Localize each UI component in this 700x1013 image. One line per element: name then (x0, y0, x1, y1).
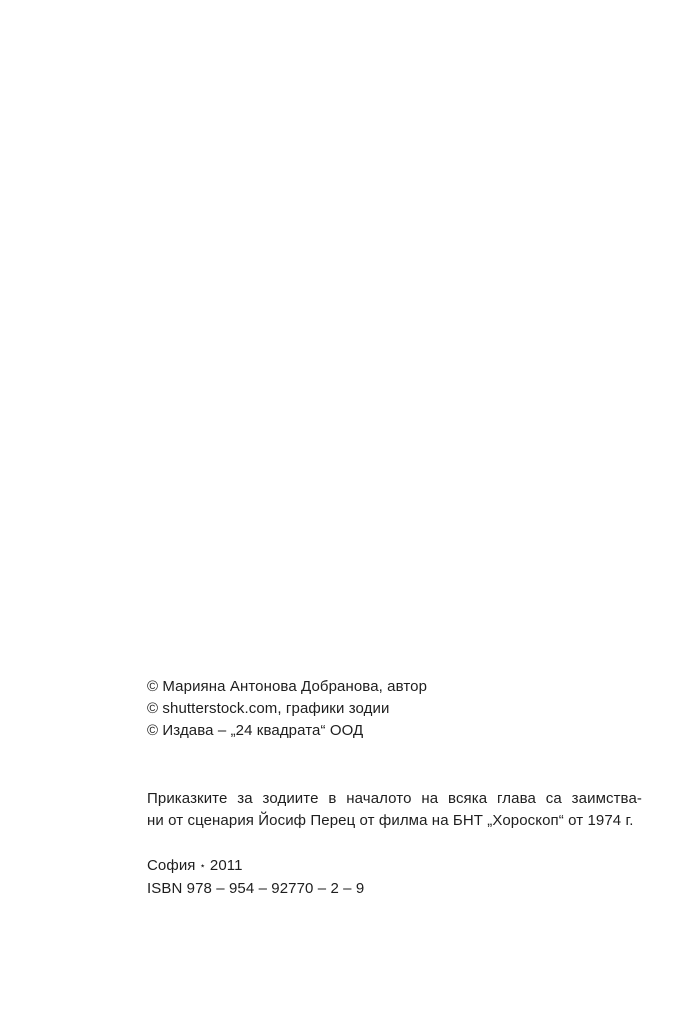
imprint-city: София (147, 857, 196, 874)
copyright-block (147, 676, 642, 742)
source-note-line-2: ни от сценария Йосиф Перец от филма на БНТ „Хороскоп“ от 1974 г. (147, 812, 634, 829)
copyright-graphics: © shutterstock.com, графики зодии (147, 700, 390, 717)
imprint-year: 2011 (209, 857, 243, 874)
copyright-author: © Марияна Антонова Добранова, автор (147, 678, 428, 695)
source-note (147, 788, 642, 832)
imprint-block (147, 855, 642, 900)
isbn-line: ISBN 978 – 954 – 92770 – 2 – 9 (147, 880, 365, 897)
imprint-place-year (147, 855, 642, 878)
star-separator-icon: ⋆ (199, 861, 206, 872)
source-note-line-1: Приказките за зодиите в началото на всяка глава са заимства- (147, 790, 642, 807)
copyright-publisher: © Издава – „24 квадрата“ ООД (147, 722, 364, 739)
